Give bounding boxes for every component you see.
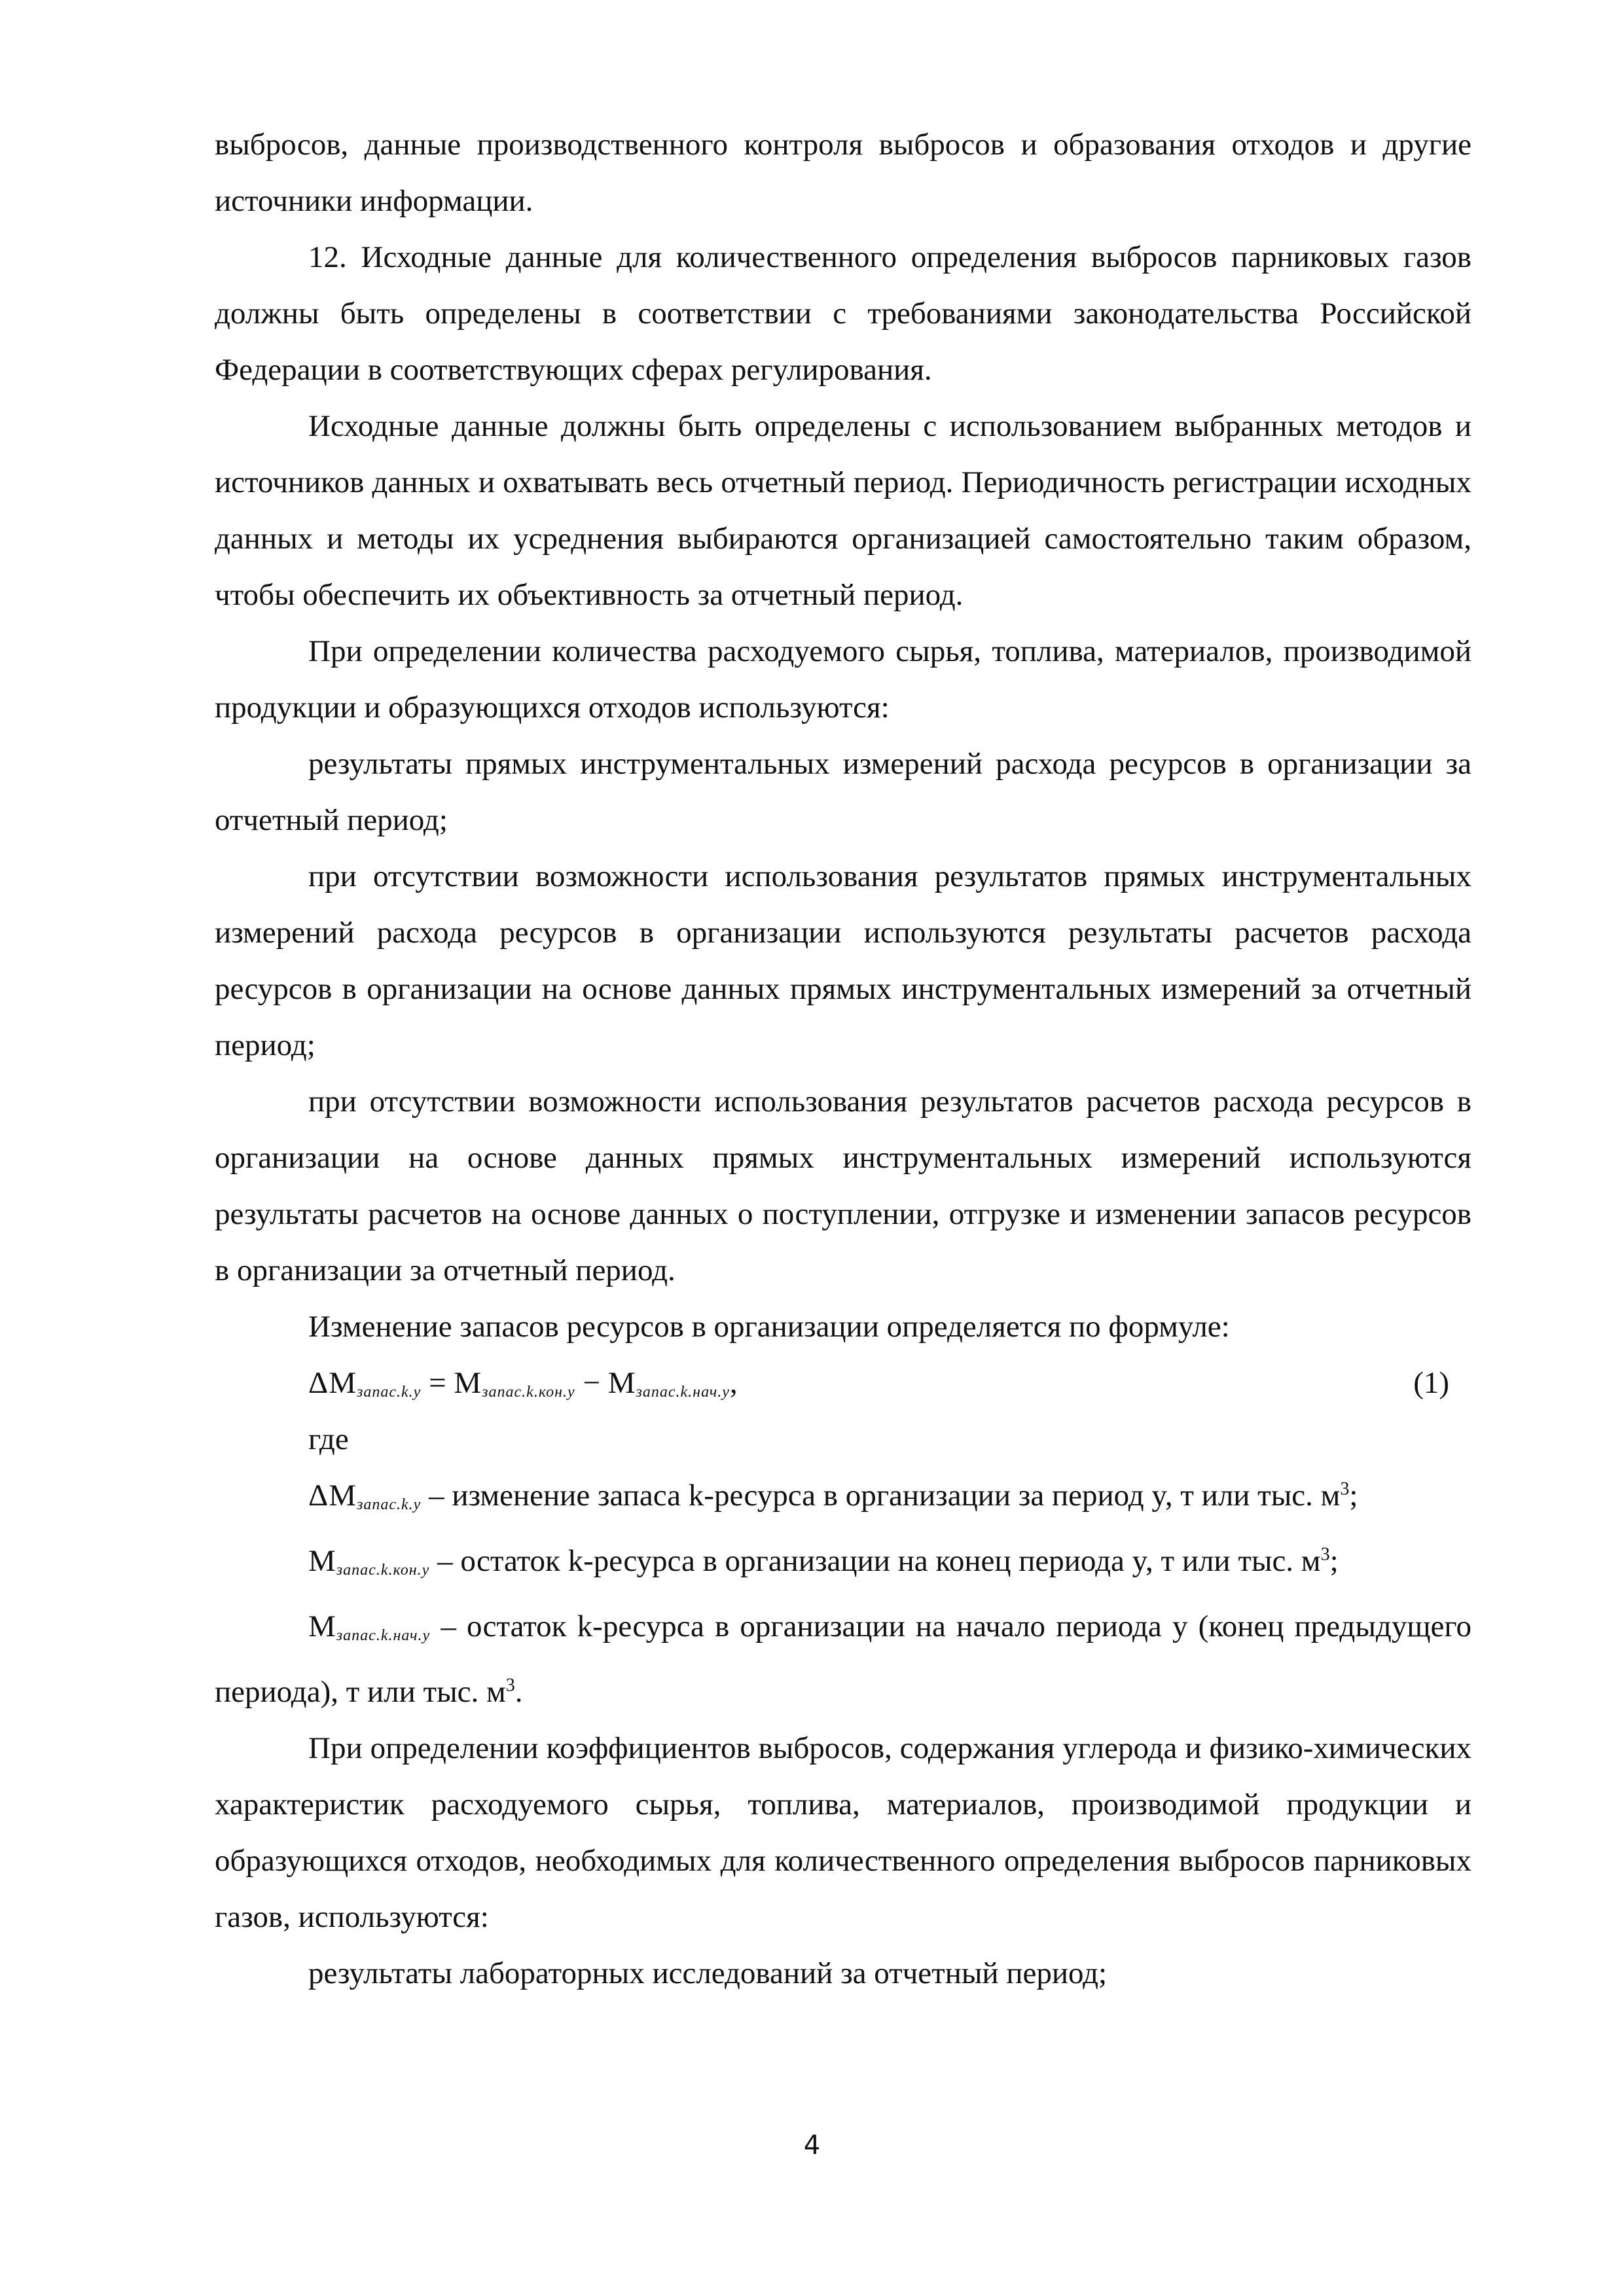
formula-expression xyxy=(308,1355,1371,1420)
paragraph-4: При определении количества расходуемого сырья, топлива, материалов, производимой продукции и образующихся отходов используются: xyxy=(215,634,1471,725)
formula-sub-change: запас.k.y xyxy=(357,1384,422,1401)
def1-end: ; xyxy=(1349,1479,1358,1513)
formula-sub-start: запас.k.нач.y xyxy=(636,1384,730,1401)
definition-3 xyxy=(215,1598,1471,1720)
formula-m-start: M xyxy=(607,1366,636,1400)
def3-text: – остаток k-ресурса в организации на начало периода y (конец предыдущего периода), т или тыс. м xyxy=(215,1609,1471,1709)
formula-equals: = xyxy=(429,1366,446,1400)
definition-1 xyxy=(215,1467,1471,1533)
def1-subscript: запас.k.y xyxy=(357,1496,422,1513)
paragraph-7: при отсутствии возможности использования результатов расчетов расхода ресурсов в организации на основе данных прямых инструментальных измерений используются результаты расчетов на основе данных о поступлении, отгрузке и изменении запасов ресурсов в организации за отчетный период. xyxy=(215,1085,1471,1287)
def2-subscript: запас.k.кон.y xyxy=(336,1562,430,1579)
paragraph-5: результаты прямых инструментальных измерений расхода ресурсов в организации за отчетный период; xyxy=(215,747,1471,837)
paragraph-8: Изменение запасов ресурсов в организации определяется по формуле: xyxy=(308,1310,1230,1344)
formula-where: где xyxy=(308,1422,349,1456)
formula-minus: − xyxy=(583,1366,600,1400)
def1-symbol: ΔM xyxy=(308,1479,357,1513)
page-body xyxy=(215,117,1471,2001)
paragraph-1: выбросов, данные производственного контроля выбросов и образования отходов и другие источники информации. xyxy=(215,128,1471,218)
formula-1 xyxy=(308,1355,1471,1411)
paragraph-3: Исходные данные должны быть определены с использованием выбранных методов и источников данных и охватывать весь отчетный период. Периодичность регистрации исходных данных и методы их усреднения выбираются организацией самостоятельно таким образом, чтобы обеспечить их объективность за отчетный период. xyxy=(215,409,1471,612)
paragraph-6: при отсутствии возможности использования результатов прямых инструментальных измерений расхода ресурсов в организации используются результаты расчетов расхода ресурсов в организации на основе данных прямых инструментальных измерений за отчетный период; xyxy=(215,859,1471,1062)
paragraph-9: При определении коэффициентов выбросов, содержания углерода и физико-химических характеристик расходуемого сырья, топлива, материалов, производимой продукции и образующихся отходов, необходимых для количественного определения выбросов парниковых газов, используются: xyxy=(215,1731,1471,1934)
def3-sup: 3 xyxy=(505,1675,515,1696)
formula-block xyxy=(215,1355,1471,1467)
definition-2 xyxy=(215,1533,1471,1598)
def2-end: ; xyxy=(1329,1544,1339,1578)
def2-text: – остаток k-ресурса в организации на конец периода y, т или тыс. м xyxy=(429,1544,1321,1578)
def3-end: . xyxy=(514,1675,523,1709)
page-number: 4 xyxy=(803,2130,821,2161)
formula-sub-end: запас.k.кон.y xyxy=(482,1384,575,1401)
paragraph-2: 12. Исходные данные для количественного определения выбросов парниковых газов должны быть определены в соответствии с требованиями законодательства Российской Федерации в соответствующих сферах регулирования. xyxy=(215,240,1471,387)
def1-sup: 3 xyxy=(1340,1479,1350,1499)
formula-delta-m: ΔM xyxy=(308,1366,357,1400)
formula-m-end: M xyxy=(454,1366,482,1400)
def2-sup: 3 xyxy=(1320,1544,1330,1565)
formula-number: (1) xyxy=(1413,1366,1449,1400)
def3-subscript: запас.k.нач.y xyxy=(336,1627,431,1644)
formula-trailing-comma: , xyxy=(729,1366,738,1400)
paragraph-10: результаты лабораторных исследований за отчетный период; xyxy=(308,1956,1108,1990)
def3-symbol: M xyxy=(308,1609,336,1643)
def1-text: – изменение запаса k-ресурса в организации за период y, т или тыс. м xyxy=(421,1479,1341,1513)
def2-symbol: M xyxy=(308,1544,336,1578)
